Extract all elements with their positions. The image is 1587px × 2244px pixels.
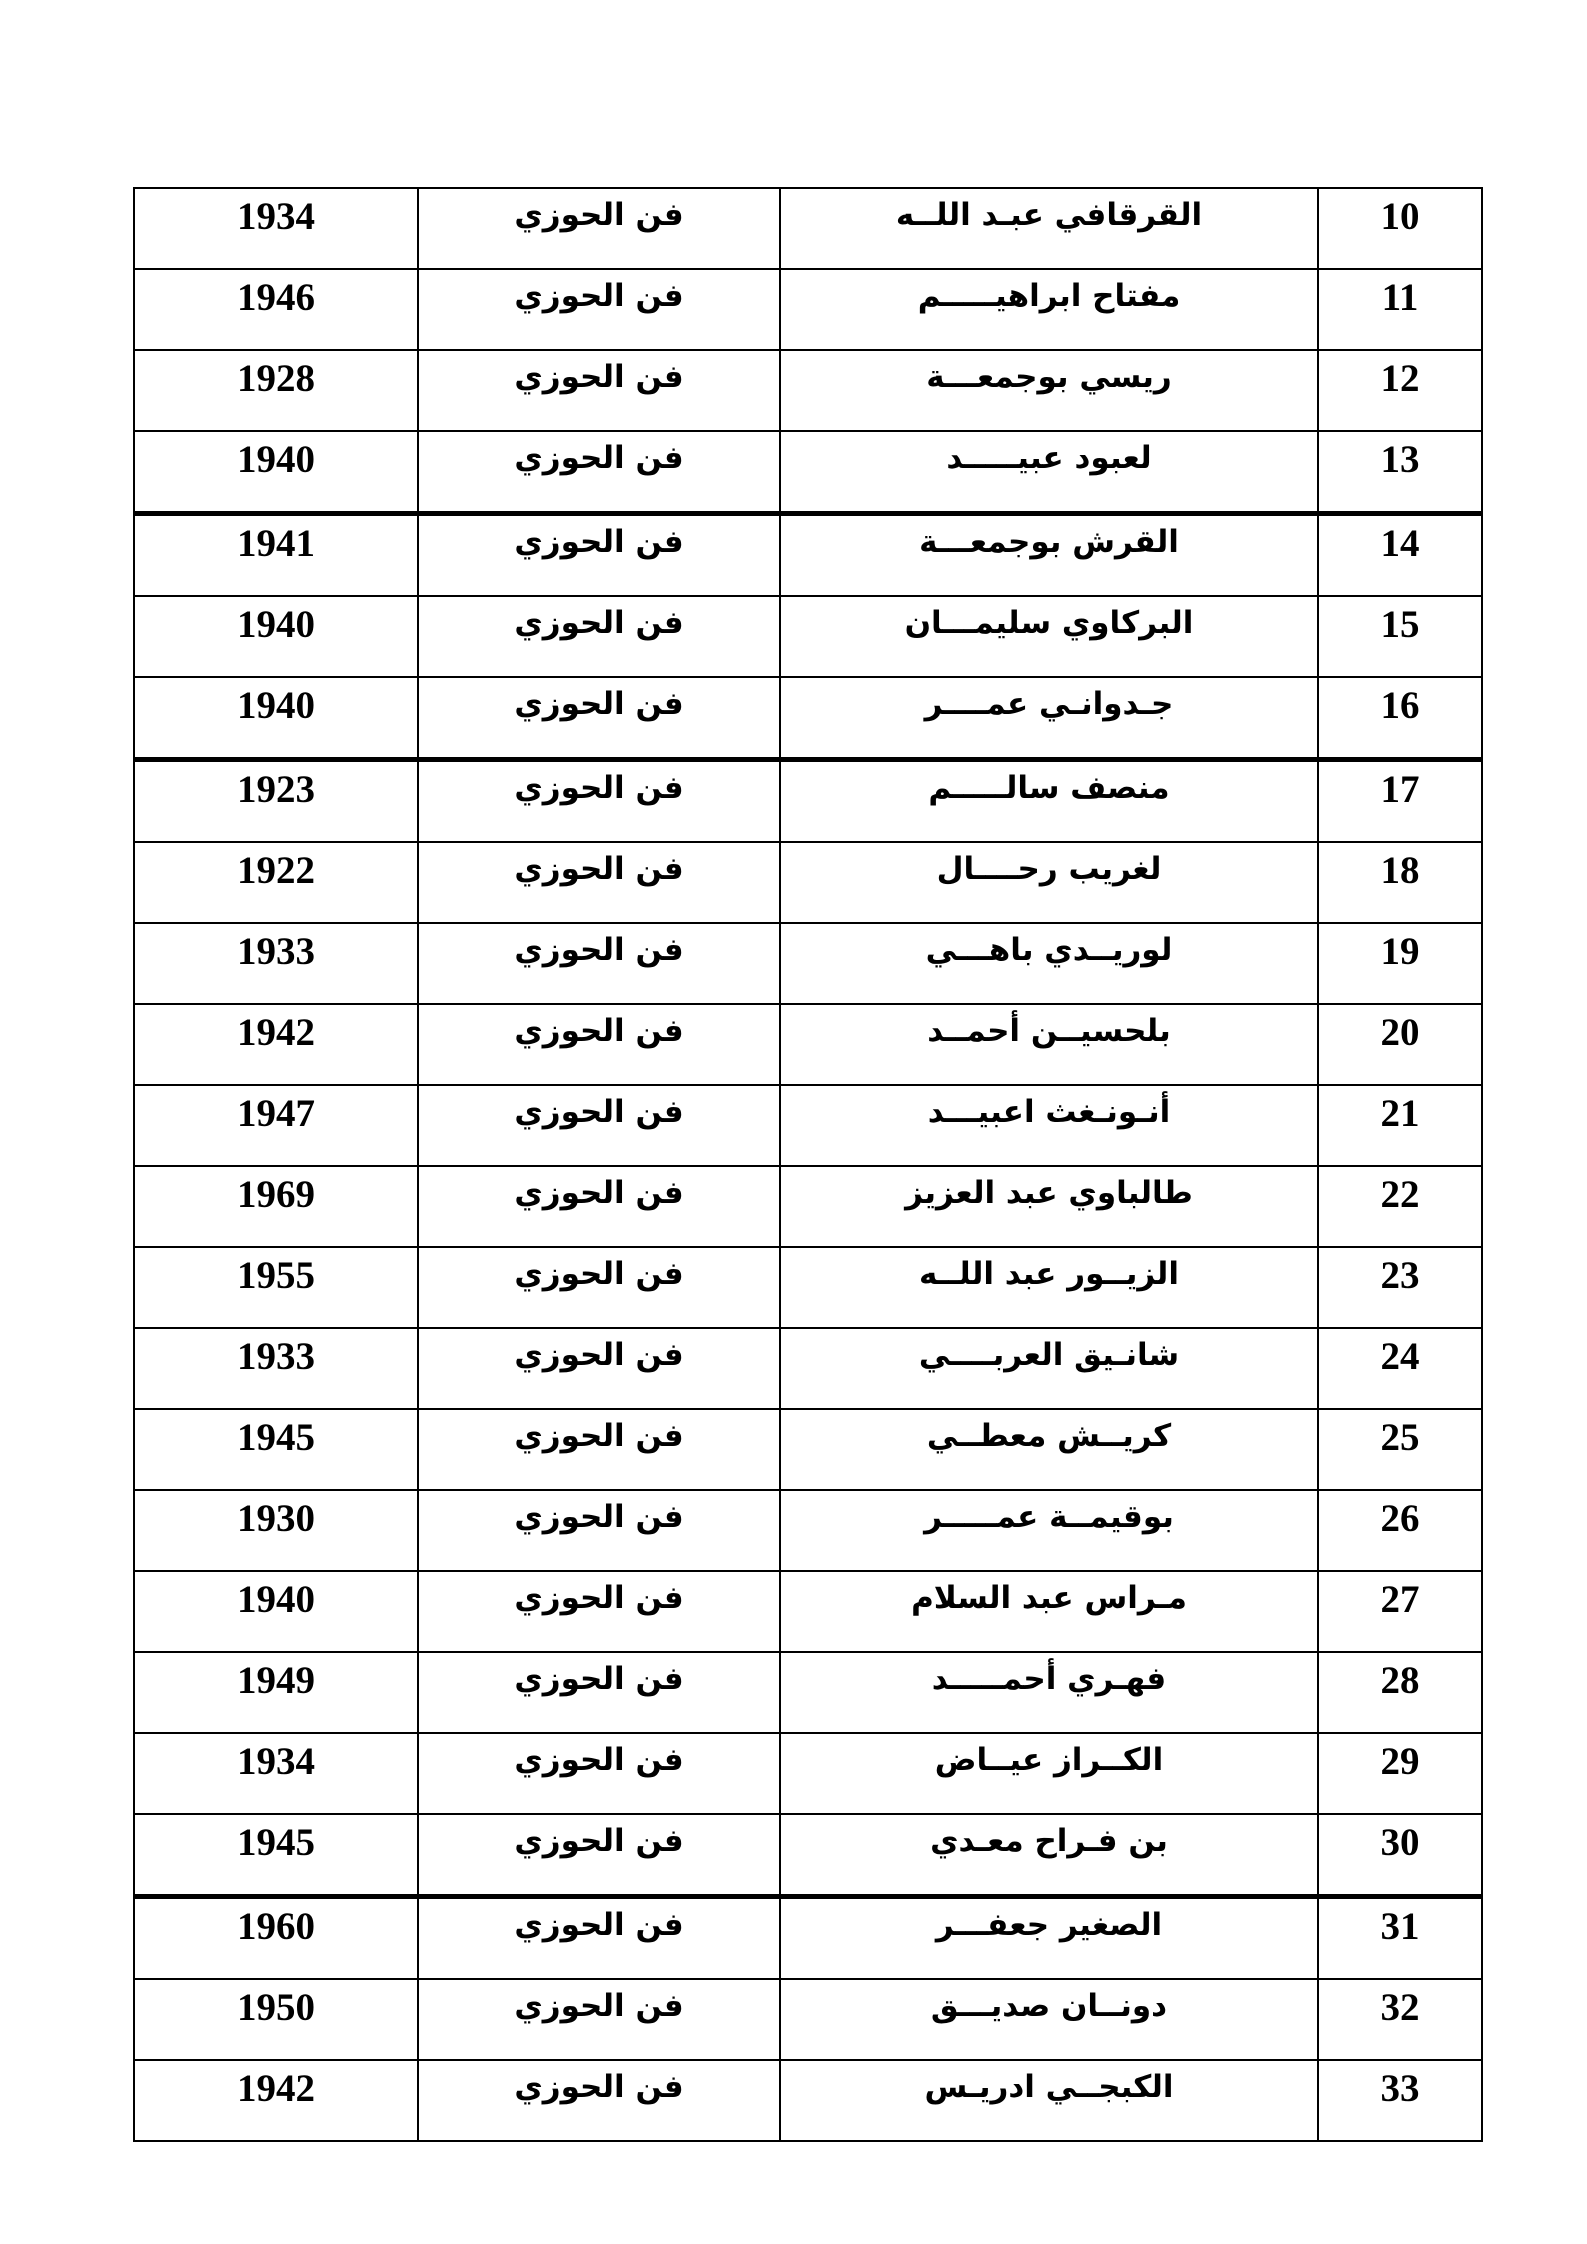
table-row bbox=[134, 350, 1482, 431]
row-number-cell: 17 bbox=[1318, 760, 1482, 843]
birth-year-cell: 1949 bbox=[134, 1652, 418, 1733]
table-row bbox=[134, 760, 1482, 843]
genre-cell: فن الحوزي bbox=[418, 1328, 780, 1409]
birth-year-cell: 1928 bbox=[134, 350, 418, 431]
birth-year-cell: 1933 bbox=[134, 923, 418, 1004]
genre-cell: فن الحوزي bbox=[418, 677, 780, 760]
birth-year-cell: 1934 bbox=[134, 1733, 418, 1814]
birth-year-cell: 1969 bbox=[134, 1166, 418, 1247]
birth-year-cell: 1945 bbox=[134, 1814, 418, 1897]
genre-cell: فن الحوزي bbox=[418, 1814, 780, 1897]
artist-name-cell: القرقافي عبـد اللــه bbox=[780, 188, 1318, 269]
artist-name-cell: البركاوي سليمـــان bbox=[780, 596, 1318, 677]
genre-cell: فن الحوزي bbox=[418, 431, 780, 514]
artist-name-cell: الكــراز عيــاض bbox=[780, 1733, 1318, 1814]
row-number-cell: 15 bbox=[1318, 596, 1482, 677]
row-number-cell: 29 bbox=[1318, 1733, 1482, 1814]
row-number-cell: 31 bbox=[1318, 1897, 1482, 1980]
genre-cell: فن الحوزي bbox=[418, 1247, 780, 1328]
artist-name-cell: جـدوانـي عمــــر bbox=[780, 677, 1318, 760]
artist-name-cell: بن فـراح معـدي bbox=[780, 1814, 1318, 1897]
table-row bbox=[134, 677, 1482, 760]
row-number-cell: 12 bbox=[1318, 350, 1482, 431]
table-row bbox=[134, 2060, 1482, 2141]
artist-name-cell: لعبود عبيـــــد bbox=[780, 431, 1318, 514]
row-number-cell: 26 bbox=[1318, 1490, 1482, 1571]
row-number-cell: 19 bbox=[1318, 923, 1482, 1004]
table-row bbox=[134, 1004, 1482, 1085]
table-row bbox=[134, 1733, 1482, 1814]
row-number-cell: 30 bbox=[1318, 1814, 1482, 1897]
artist-name-cell: الزيــور عبد اللــه bbox=[780, 1247, 1318, 1328]
genre-cell: فن الحوزي bbox=[418, 842, 780, 923]
row-number-cell: 23 bbox=[1318, 1247, 1482, 1328]
birth-year-cell: 1922 bbox=[134, 842, 418, 923]
row-number-cell: 21 bbox=[1318, 1085, 1482, 1166]
table-row bbox=[134, 431, 1482, 514]
artist-name-cell: دونــان صديـــق bbox=[780, 1979, 1318, 2060]
row-number-cell: 14 bbox=[1318, 514, 1482, 597]
artist-name-cell: الكبجــي ادريـس bbox=[780, 2060, 1318, 2141]
table-row bbox=[134, 1979, 1482, 2060]
birth-year-cell: 1942 bbox=[134, 2060, 418, 2141]
row-number-cell: 20 bbox=[1318, 1004, 1482, 1085]
birth-year-cell: 1930 bbox=[134, 1490, 418, 1571]
genre-cell: فن الحوزي bbox=[418, 514, 780, 597]
birth-year-cell: 1960 bbox=[134, 1897, 418, 1980]
birth-year-cell: 1947 bbox=[134, 1085, 418, 1166]
row-number-cell: 16 bbox=[1318, 677, 1482, 760]
row-number-cell: 27 bbox=[1318, 1571, 1482, 1652]
genre-cell: فن الحوزي bbox=[418, 269, 780, 350]
table-row bbox=[134, 923, 1482, 1004]
birth-year-cell: 1940 bbox=[134, 677, 418, 760]
row-number-cell: 32 bbox=[1318, 1979, 1482, 2060]
artist-name-cell: ريسي بوجمعـــة bbox=[780, 350, 1318, 431]
artist-name-cell: كريــش معطــي bbox=[780, 1409, 1318, 1490]
genre-cell: فن الحوزي bbox=[418, 1166, 780, 1247]
birth-year-cell: 1923 bbox=[134, 760, 418, 843]
genre-cell: فن الحوزي bbox=[418, 1571, 780, 1652]
birth-year-cell: 1941 bbox=[134, 514, 418, 597]
birth-year-cell: 1950 bbox=[134, 1979, 418, 2060]
table-row bbox=[134, 1814, 1482, 1897]
birth-year-cell: 1934 bbox=[134, 188, 418, 269]
birth-year-cell: 1955 bbox=[134, 1247, 418, 1328]
artist-name-cell: لوريــدي باهـــي bbox=[780, 923, 1318, 1004]
artist-name-cell: القرش بوجمعـــة bbox=[780, 514, 1318, 597]
row-number-cell: 11 bbox=[1318, 269, 1482, 350]
table-row bbox=[134, 188, 1482, 269]
row-number-cell: 25 bbox=[1318, 1409, 1482, 1490]
genre-cell: فن الحوزي bbox=[418, 2060, 780, 2141]
table-row bbox=[134, 1652, 1482, 1733]
artist-name-cell: لغريب رحــــال bbox=[780, 842, 1318, 923]
artist-name-cell: أنـونـغث اعبيـــد bbox=[780, 1085, 1318, 1166]
artist-name-cell: بلحسيــن أحمــد bbox=[780, 1004, 1318, 1085]
genre-cell: فن الحوزي bbox=[418, 1979, 780, 2060]
row-number-cell: 10 bbox=[1318, 188, 1482, 269]
genre-cell: فن الحوزي bbox=[418, 1652, 780, 1733]
table-row bbox=[134, 514, 1482, 597]
birth-year-cell: 1940 bbox=[134, 1571, 418, 1652]
table-row bbox=[134, 1490, 1482, 1571]
table-row bbox=[134, 1897, 1482, 1980]
artist-name-cell: مـراس عبد السلام bbox=[780, 1571, 1318, 1652]
genre-cell: فن الحوزي bbox=[418, 1085, 780, 1166]
genre-cell: فن الحوزي bbox=[418, 1004, 780, 1085]
genre-cell: فن الحوزي bbox=[418, 1733, 780, 1814]
artist-name-cell: الصغير جعفـــر bbox=[780, 1897, 1318, 1980]
row-number-cell: 28 bbox=[1318, 1652, 1482, 1733]
artist-name-cell: بوقيمــة عمـــــر bbox=[780, 1490, 1318, 1571]
musicians-table bbox=[133, 187, 1483, 2142]
table-row bbox=[134, 596, 1482, 677]
table-row bbox=[134, 1247, 1482, 1328]
table-row bbox=[134, 1328, 1482, 1409]
row-number-cell: 24 bbox=[1318, 1328, 1482, 1409]
table-row bbox=[134, 1085, 1482, 1166]
row-number-cell: 13 bbox=[1318, 431, 1482, 514]
birth-year-cell: 1945 bbox=[134, 1409, 418, 1490]
artist-name-cell: شانـيق العربــــي bbox=[780, 1328, 1318, 1409]
birth-year-cell: 1933 bbox=[134, 1328, 418, 1409]
birth-year-cell: 1940 bbox=[134, 431, 418, 514]
table-row bbox=[134, 842, 1482, 923]
artist-name-cell: طالباوي عبد العزيز bbox=[780, 1166, 1318, 1247]
table-row bbox=[134, 1571, 1482, 1652]
table-row bbox=[134, 269, 1482, 350]
artist-name-cell: فهـري أحمـــــد bbox=[780, 1652, 1318, 1733]
genre-cell: فن الحوزي bbox=[418, 923, 780, 1004]
genre-cell: فن الحوزي bbox=[418, 188, 780, 269]
birth-year-cell: 1946 bbox=[134, 269, 418, 350]
birth-year-cell: 1940 bbox=[134, 596, 418, 677]
row-number-cell: 22 bbox=[1318, 1166, 1482, 1247]
genre-cell: فن الحوزي bbox=[418, 1490, 780, 1571]
genre-cell: فن الحوزي bbox=[418, 596, 780, 677]
artist-name-cell: مفتاح ابراهيـــــم bbox=[780, 269, 1318, 350]
birth-year-cell: 1942 bbox=[134, 1004, 418, 1085]
table-body bbox=[134, 188, 1482, 2141]
genre-cell: فن الحوزي bbox=[418, 350, 780, 431]
row-number-cell: 18 bbox=[1318, 842, 1482, 923]
genre-cell: فن الحوزي bbox=[418, 1897, 780, 1980]
genre-cell: فن الحوزي bbox=[418, 760, 780, 843]
genre-cell: فن الحوزي bbox=[418, 1409, 780, 1490]
artist-name-cell: منصف سالـــــم bbox=[780, 760, 1318, 843]
row-number-cell: 33 bbox=[1318, 2060, 1482, 2141]
table-row bbox=[134, 1409, 1482, 1490]
table-row bbox=[134, 1166, 1482, 1247]
